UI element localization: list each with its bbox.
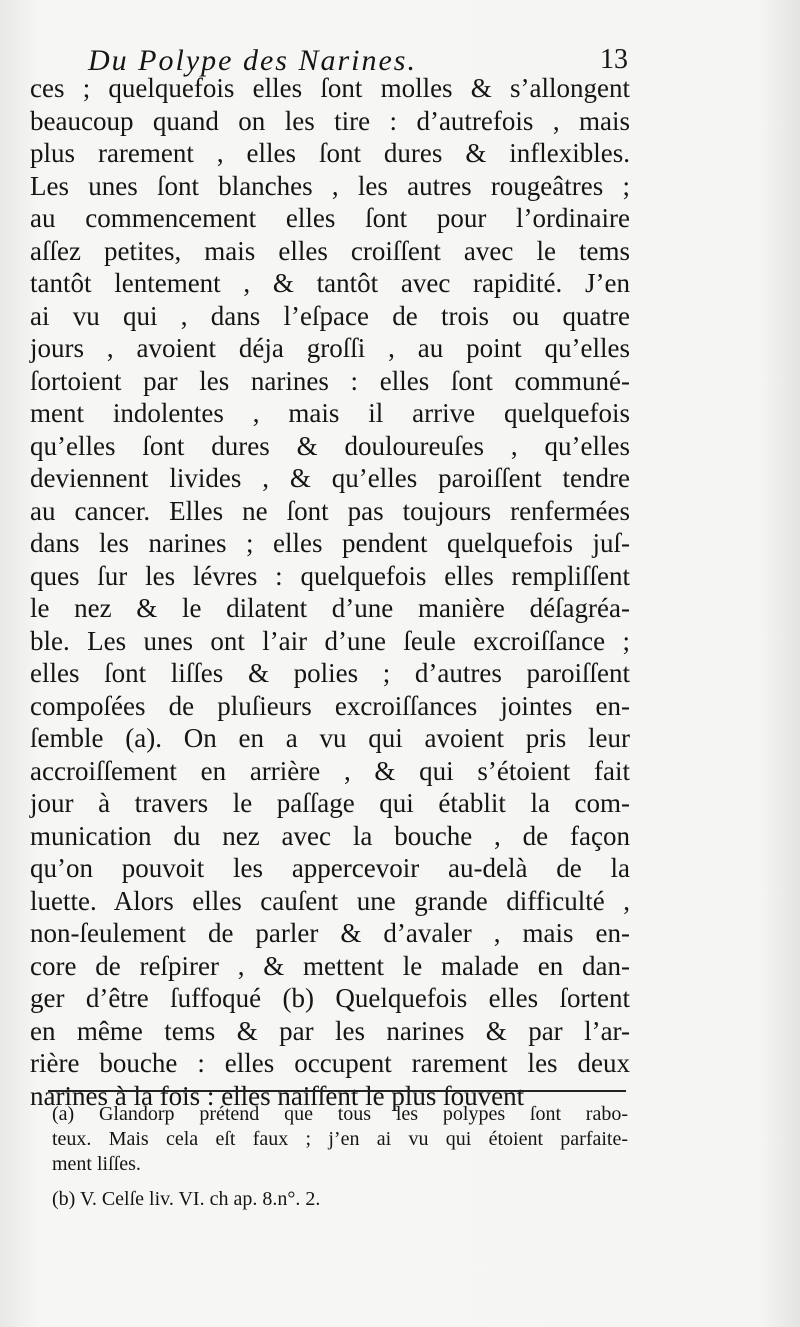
footnote-a-line: teux. Mais cela eſt faux ; j’en ai vu qui étoient parfaite- <box>52 1128 628 1150</box>
text-line: beaucoup quand on les tire : d’autrefois , mais <box>30 105 630 136</box>
text-line: narines à la fois : elles naiſſent le plus ſouvent <box>30 1080 525 1111</box>
text-line: dans les narines ; elles pendent quelquefois juſ- <box>30 528 630 558</box>
text-line: au cancer. Elles ne ſont pas toujours renfermées <box>30 495 630 526</box>
text-line: tantôt lentement , & tantôt avec rapidité. J’en <box>30 268 630 298</box>
text-line: le nez & le dilatent d’une manière déſagréa- <box>30 593 630 623</box>
text-line: jour à travers le paſſage qui établit la com- <box>30 788 630 818</box>
text-line: au commencement elles ſont pour l’ordinaire <box>30 203 630 233</box>
page-number: 13 <box>600 44 628 75</box>
text-line: luette. Alors elles cauſent une grande difficulté , <box>30 885 630 916</box>
text-line: elles ſont liſſes & polies ; d’autres paroiſſent <box>30 658 630 688</box>
text-line: ques ſur les lévres : quelquefois elles rempliſſent <box>30 560 630 591</box>
text-line: non-ſeulement de parler & d’avaler , mais en- <box>30 918 630 948</box>
text-line: ſemble (a). On en a vu qui avoient pris leur <box>30 723 630 753</box>
footnote-b: (b) V. Celſe liv. VI. ch ap. 8.n°. 2. <box>52 1188 321 1210</box>
text-line: rière bouche : elles occupent rarement les deux <box>30 1048 630 1078</box>
body-text <box>30 72 630 1112</box>
running-title: Du Polype des Narines. <box>88 44 417 77</box>
text-line: aſſez petites, mais elles croiſſent avec le tems <box>30 235 630 266</box>
text-line: deviennent livides , & qu’elles paroiſſent tendre <box>30 463 630 493</box>
footnote-a-line: (a) Glandorp prétend que tous les polypes ſont rabo- <box>52 1103 628 1125</box>
text-line: qu’elles ſont dures & douloureuſes , qu’elles <box>30 430 630 461</box>
text-line: jours , avoient déja groſſi , au point qu’elles <box>30 333 630 363</box>
text-line: accroiſſement en arrière , & qui s’étoient fait <box>30 755 630 786</box>
text-line: ment indolentes , mais il arrive quelquefois <box>30 398 630 428</box>
text-line: Les unes ſont blanches , les autres rougeâtres ; <box>30 170 630 201</box>
footnote-divider <box>48 1090 626 1092</box>
text-line: ai vu qui , dans l’eſpace de trois ou quatre <box>30 300 630 331</box>
text-line: qu’on pouvoit les appercevoir au-delà de la <box>30 853 630 883</box>
footnote-a-line: ment liſſes. <box>52 1153 141 1175</box>
text-line: ble. Les unes ont l’air d’une ſeule excroiſſance ; <box>30 625 630 656</box>
text-line: plus rarement , elles ſont dures & inflexibles. <box>30 138 630 168</box>
text-line: en même tems & par les narines & par l’ar- <box>30 1015 630 1046</box>
text-line: munication du nez avec la bouche , de façon <box>30 820 630 851</box>
text-line: core de reſpirer , & mettent le malade en dan- <box>30 950 630 981</box>
text-line: ces ; quelquefois elles ſont molles & s’allongent <box>30 73 630 103</box>
text-line: compoſées de pluſieurs excroiſſances jointes en- <box>30 690 630 721</box>
footnotes <box>52 1102 628 1212</box>
text-line: ger d’être ſuffoqué (b) Quelquefois elles ſortent <box>30 983 630 1013</box>
text-line: ſortoient par les narines : elles ſont communé- <box>30 365 630 396</box>
